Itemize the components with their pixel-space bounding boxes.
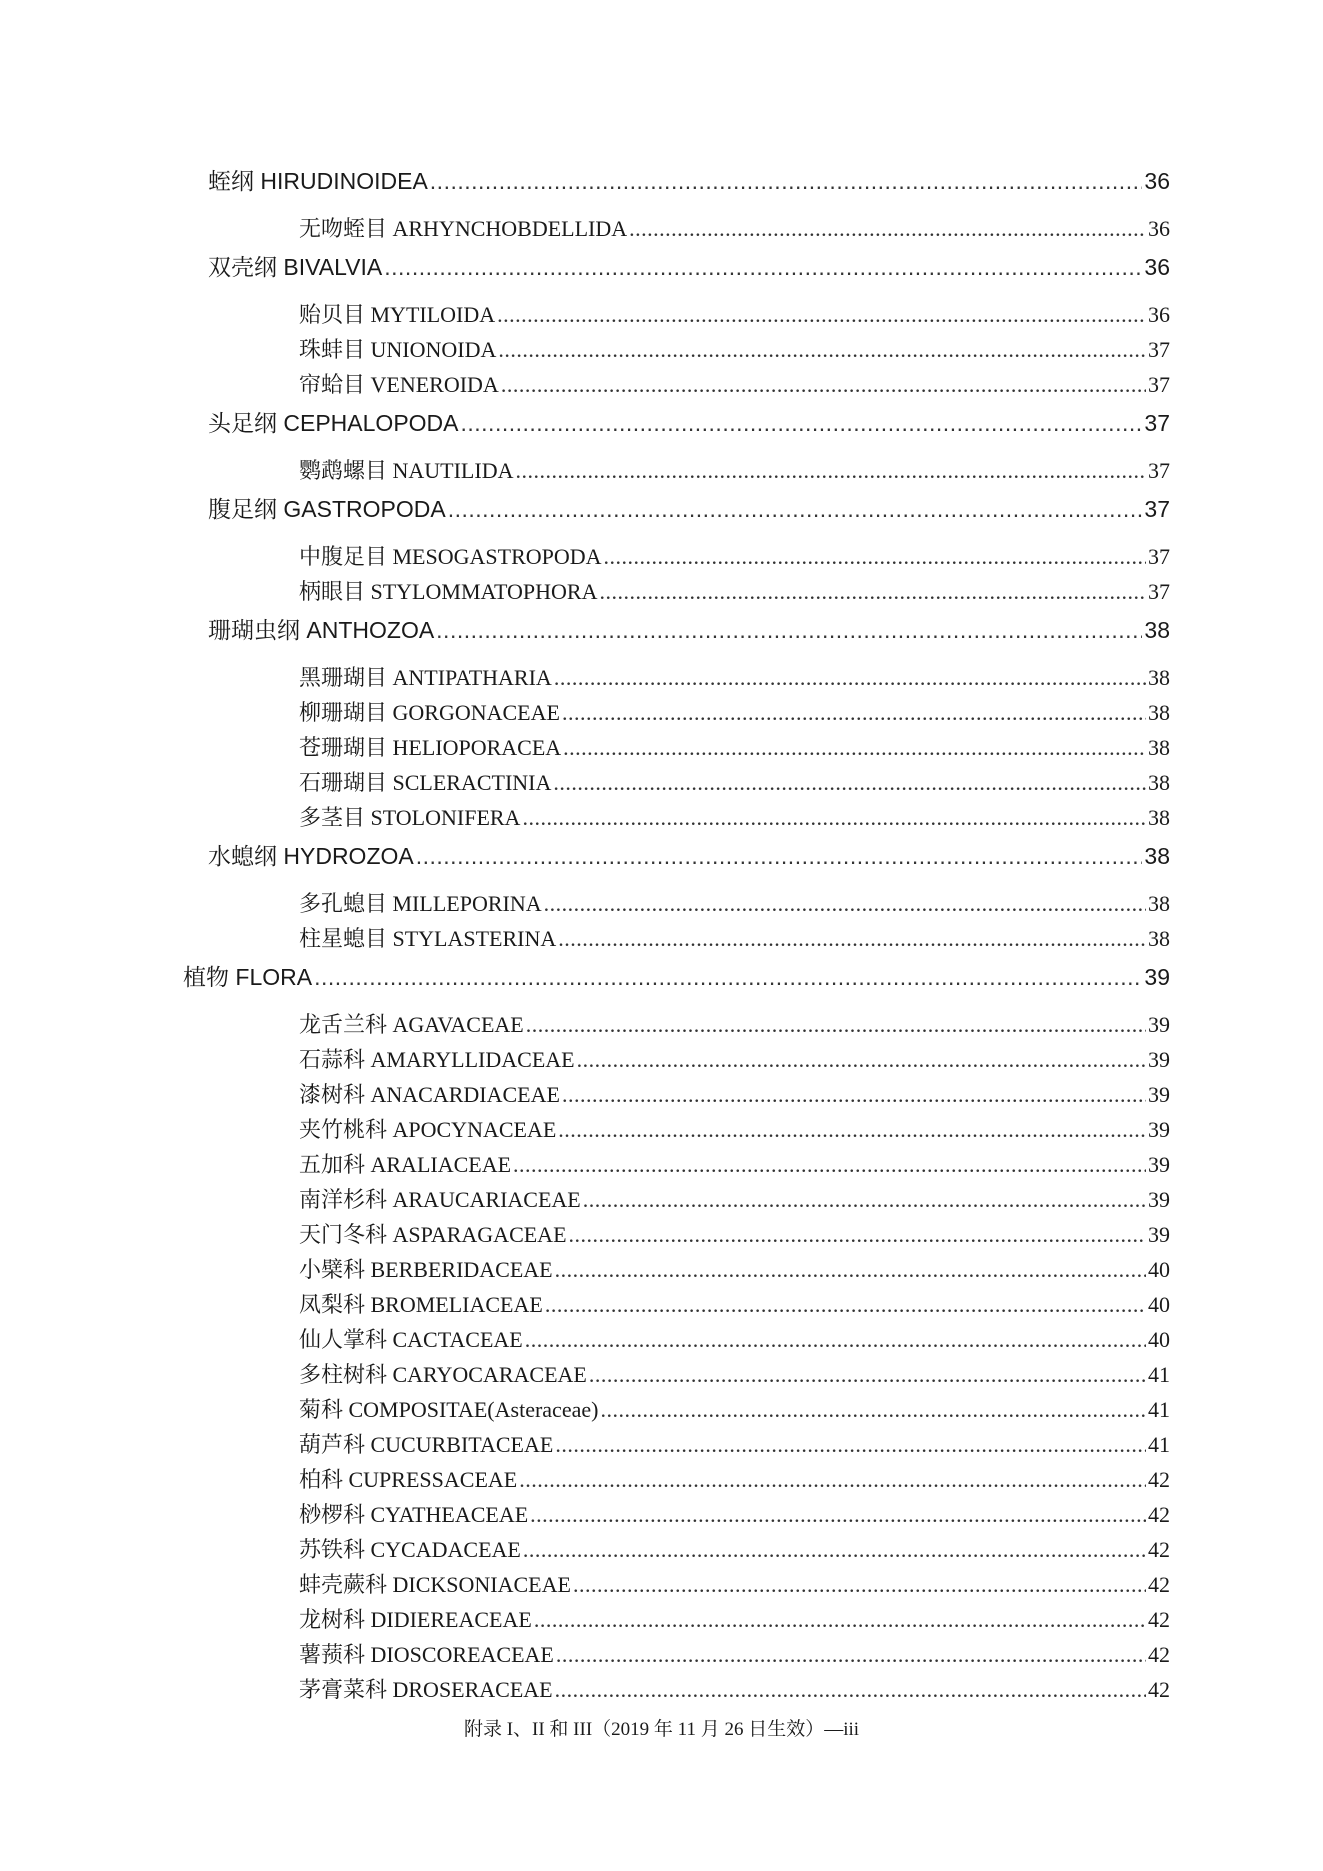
- toc-entry-page: 38: [1144, 843, 1170, 869]
- toc-entry-label: 薯蓣科 DIOSCOREACEAE: [299, 1642, 554, 1667]
- toc-entry[interactable]: [299, 1568, 1170, 1599]
- toc-entry-page: 39: [1144, 964, 1170, 990]
- toc-entry-page: 36: [1144, 168, 1170, 194]
- dot-leader: [558, 926, 1146, 952]
- toc-entry-page: 38: [1148, 805, 1170, 830]
- toc-entry[interactable]: [299, 696, 1170, 727]
- toc-entry-page: 38: [1148, 926, 1170, 951]
- toc-entry[interactable]: [299, 1673, 1170, 1704]
- toc-entry-page: 38: [1148, 700, 1170, 725]
- toc-entry-label: 桫椤科 CYATHEACEAE: [299, 1502, 529, 1527]
- toc-entry-label: 五加科 ARALIACEAE: [299, 1152, 512, 1177]
- dot-leader: [525, 1327, 1146, 1353]
- toc-entry-label: 天门冬科 ASPARAGACEAE: [299, 1222, 567, 1247]
- dot-leader: [448, 496, 1143, 523]
- toc-entry-label: 石蒜科 AMARYLLIDACEAE: [299, 1047, 575, 1072]
- toc-entry-page: 36: [1148, 302, 1170, 327]
- toc-entry-label: 蚌壳蕨科 DICKSONIACEAE: [299, 1572, 571, 1597]
- toc-entry[interactable]: [299, 1183, 1170, 1214]
- toc-entry[interactable]: [299, 731, 1170, 762]
- toc-entry[interactable]: [299, 1008, 1170, 1039]
- toc-entry-label: 腹足纲 GASTROPODA: [208, 496, 446, 522]
- toc-entry[interactable]: [299, 922, 1170, 953]
- toc-entry-label: 无吻蛭目 ARHYNCHOBDELLIDA: [299, 216, 628, 241]
- toc-entry-page: 37: [1148, 337, 1170, 362]
- toc-entry[interactable]: [208, 838, 1170, 871]
- toc-entry-label: 龙舌兰科 AGAVACEAE: [299, 1012, 524, 1037]
- toc-entry-label: 双壳纲 BIVALVIA: [208, 254, 383, 280]
- toc-entry-page: 37: [1148, 458, 1170, 483]
- dot-leader: [522, 805, 1146, 831]
- toc-entry-page: 38: [1144, 617, 1170, 643]
- toc-entry[interactable]: [299, 298, 1170, 329]
- dot-leader: [545, 1292, 1146, 1318]
- dot-leader: [555, 1432, 1146, 1458]
- toc-entry[interactable]: [299, 1218, 1170, 1249]
- toc-entry[interactable]: [299, 1638, 1170, 1669]
- dot-leader: [577, 1047, 1146, 1073]
- dot-leader: [436, 617, 1142, 644]
- toc-entry-label: 柳珊瑚目 GORGONACEAE: [299, 700, 560, 725]
- toc-entry-page: 42: [1148, 1467, 1170, 1492]
- dot-leader: [498, 337, 1146, 363]
- toc-entry-label: 夹竹桃科 APOCYNACEAE: [299, 1117, 557, 1142]
- toc-entry[interactable]: [299, 540, 1170, 571]
- toc-entry-label: 茅膏菜科 DROSERACEAE: [299, 1677, 553, 1702]
- toc-entry[interactable]: [299, 1393, 1170, 1424]
- toc-entry[interactable]: [299, 454, 1170, 485]
- dot-leader: [556, 1642, 1146, 1668]
- dot-leader: [553, 770, 1146, 796]
- toc-entry-page: 37: [1148, 372, 1170, 397]
- dot-leader: [569, 1222, 1146, 1248]
- toc-entry-page: 36: [1148, 216, 1170, 241]
- dot-leader: [534, 1607, 1146, 1633]
- toc-entry-label: 多茎目 STOLONIFERA: [299, 805, 521, 830]
- dot-leader: [501, 372, 1146, 398]
- toc-entry[interactable]: [208, 491, 1170, 524]
- toc-entry-page: 41: [1148, 1362, 1170, 1387]
- dot-leader: [629, 216, 1146, 242]
- toc-entry-page: 39: [1148, 1082, 1170, 1107]
- toc-entry-page: 37: [1144, 410, 1170, 436]
- dot-leader: [430, 168, 1143, 195]
- dot-leader: [526, 1012, 1146, 1038]
- dot-leader: [562, 1082, 1146, 1108]
- toc-entry-label: 柱星螅目 STYLASTERINA: [299, 926, 557, 951]
- dot-leader: [416, 843, 1143, 870]
- toc-entry[interactable]: [208, 612, 1170, 645]
- toc-entry[interactable]: [299, 1533, 1170, 1564]
- toc-entry-label: 水螅纲 HYDROZOA: [208, 843, 414, 869]
- dot-leader: [384, 254, 1142, 281]
- toc-entry[interactable]: [299, 1323, 1170, 1354]
- toc-entry-label: 苍珊瑚目 HELIOPORACEA: [299, 735, 562, 760]
- toc-entry[interactable]: [299, 1603, 1170, 1634]
- toc-entry-label: 漆树科 ANACARDIACEAE: [299, 1082, 560, 1107]
- toc-entry-page: 42: [1148, 1572, 1170, 1597]
- toc-entry-label: 小檗科 BERBERIDACEAE: [299, 1257, 553, 1282]
- dot-leader: [600, 1397, 1146, 1423]
- toc-entry[interactable]: [183, 959, 1170, 992]
- toc-entry-label: 蛭纲 HIRUDINOIDEA: [208, 168, 428, 194]
- toc-entry-page: 40: [1148, 1327, 1170, 1352]
- toc-entry-page: 37: [1148, 544, 1170, 569]
- toc-entry-label: 多孔螅目 MILLEPORINA: [299, 891, 542, 916]
- toc-entry-label: 植物 FLORA: [183, 964, 313, 990]
- toc-entry-label: 黑珊瑚目 ANTIPATHARIA: [299, 665, 552, 690]
- toc-entry-page: 37: [1144, 496, 1170, 522]
- toc-entry[interactable]: [299, 801, 1170, 832]
- dot-leader: [604, 544, 1146, 570]
- dot-leader: [519, 1467, 1146, 1493]
- toc-entry-page: 39: [1148, 1187, 1170, 1212]
- toc-entry-label: 葫芦科 CUCURBITACEAE: [299, 1432, 554, 1457]
- toc-entry-label: 珊瑚虫纲 ANTHOZOA: [208, 617, 435, 643]
- toc-entry-label: 菊科 COMPOSITAE(Asteraceae): [299, 1397, 599, 1422]
- toc-entry[interactable]: [299, 368, 1170, 399]
- dot-leader: [497, 302, 1146, 328]
- toc-entry-label: 柏科 CUPRESSACEAE: [299, 1467, 518, 1492]
- dot-leader: [554, 665, 1146, 691]
- toc-entry[interactable]: [299, 1113, 1170, 1144]
- dot-leader: [558, 1117, 1146, 1143]
- toc-entry[interactable]: [299, 1463, 1170, 1494]
- toc-entry[interactable]: [299, 212, 1170, 243]
- dot-leader: [513, 1152, 1146, 1178]
- toc-entry[interactable]: [299, 766, 1170, 797]
- dot-leader: [562, 700, 1146, 726]
- dot-leader: [544, 891, 1146, 917]
- dot-leader: [555, 1677, 1146, 1703]
- toc-entry-page: 42: [1148, 1607, 1170, 1632]
- toc-entry-page: 41: [1148, 1397, 1170, 1422]
- toc-entry[interactable]: [299, 887, 1170, 918]
- toc-entry-label: 帘蛤目 VENEROIDA: [299, 372, 499, 397]
- toc-entry-page: 37: [1148, 579, 1170, 604]
- toc-entry-page: 38: [1148, 665, 1170, 690]
- toc-entry-page: 40: [1148, 1257, 1170, 1282]
- toc-entry[interactable]: [299, 575, 1170, 606]
- toc-entry[interactable]: [299, 1358, 1170, 1389]
- toc-entry-label: 珠蚌目 UNIONOIDA: [299, 337, 497, 362]
- toc-entry-page: 36: [1144, 254, 1170, 280]
- toc-entry-page: 41: [1148, 1432, 1170, 1457]
- dot-leader: [555, 1257, 1146, 1283]
- toc-entry[interactable]: [299, 333, 1170, 364]
- toc-entry-label: 仙人掌科 CACTACEAE: [299, 1327, 523, 1352]
- toc-entry[interactable]: [299, 1043, 1170, 1074]
- toc-entry-label: 中腹足目 MESOGASTROPODA: [299, 544, 602, 569]
- toc-entry-page: 39: [1148, 1222, 1170, 1247]
- toc-entry-label: 苏铁科 CYCADACEAE: [299, 1537, 521, 1562]
- toc-entry-page: 38: [1148, 735, 1170, 760]
- toc-entry-label: 头足纲 CEPHALOPODA: [208, 410, 459, 436]
- toc-entry-page: 38: [1148, 891, 1170, 916]
- toc-entry[interactable]: [299, 1428, 1170, 1459]
- toc-entry-label: 贻贝目 MYTILOIDA: [299, 302, 496, 327]
- toc-entry[interactable]: [299, 1253, 1170, 1284]
- toc-entry-label: 龙树科 DIDIEREACEAE: [299, 1607, 532, 1632]
- dot-leader: [523, 1537, 1146, 1563]
- toc-entry-page: 39: [1148, 1012, 1170, 1037]
- dot-leader: [515, 458, 1146, 484]
- toc-entry-label: 鹦鹉螺目 NAUTILIDA: [299, 458, 514, 483]
- toc-entry[interactable]: [299, 1078, 1170, 1109]
- dot-leader: [589, 1362, 1146, 1388]
- dot-leader: [573, 1572, 1146, 1598]
- toc-entry[interactable]: [208, 405, 1170, 438]
- toc-entry-page: 42: [1148, 1642, 1170, 1667]
- dot-leader: [314, 964, 1142, 991]
- toc-entry[interactable]: [208, 163, 1170, 196]
- toc-entry[interactable]: [299, 661, 1170, 692]
- dot-leader: [563, 735, 1146, 761]
- dot-leader: [583, 1187, 1146, 1213]
- toc-entry-page: 42: [1148, 1537, 1170, 1562]
- toc-entry-page: 39: [1148, 1152, 1170, 1177]
- toc-entry-page: 42: [1148, 1502, 1170, 1527]
- toc-entry[interactable]: [299, 1498, 1170, 1529]
- toc-entry-page: 40: [1148, 1292, 1170, 1317]
- toc-entry-label: 多柱树科 CARYOCARACEAE: [299, 1362, 587, 1387]
- toc-entry[interactable]: [299, 1288, 1170, 1319]
- toc-entry-label: 凤梨科 BROMELIACEAE: [299, 1292, 543, 1317]
- toc-entry-page: 42: [1148, 1677, 1170, 1702]
- dot-leader: [461, 410, 1143, 437]
- toc-entry-page: 39: [1148, 1047, 1170, 1072]
- dot-leader: [530, 1502, 1146, 1528]
- toc-entry-label: 柄眼目 STYLOMMATOPHORA: [299, 579, 598, 604]
- toc-entry[interactable]: [208, 249, 1170, 282]
- toc-entry-label: 南洋杉科 ARAUCARIACEAE: [299, 1187, 581, 1212]
- toc-entry-page: 39: [1148, 1117, 1170, 1142]
- page-footer: 附录 I、II 和 III（2019 年 11 月 26 日生效）—iii: [463, 1719, 860, 1740]
- dot-leader: [599, 579, 1146, 605]
- toc-entry-label: 石珊瑚目 SCLERACTINIA: [299, 770, 552, 795]
- toc-entry[interactable]: [299, 1148, 1170, 1179]
- toc-entry-page: 38: [1148, 770, 1170, 795]
